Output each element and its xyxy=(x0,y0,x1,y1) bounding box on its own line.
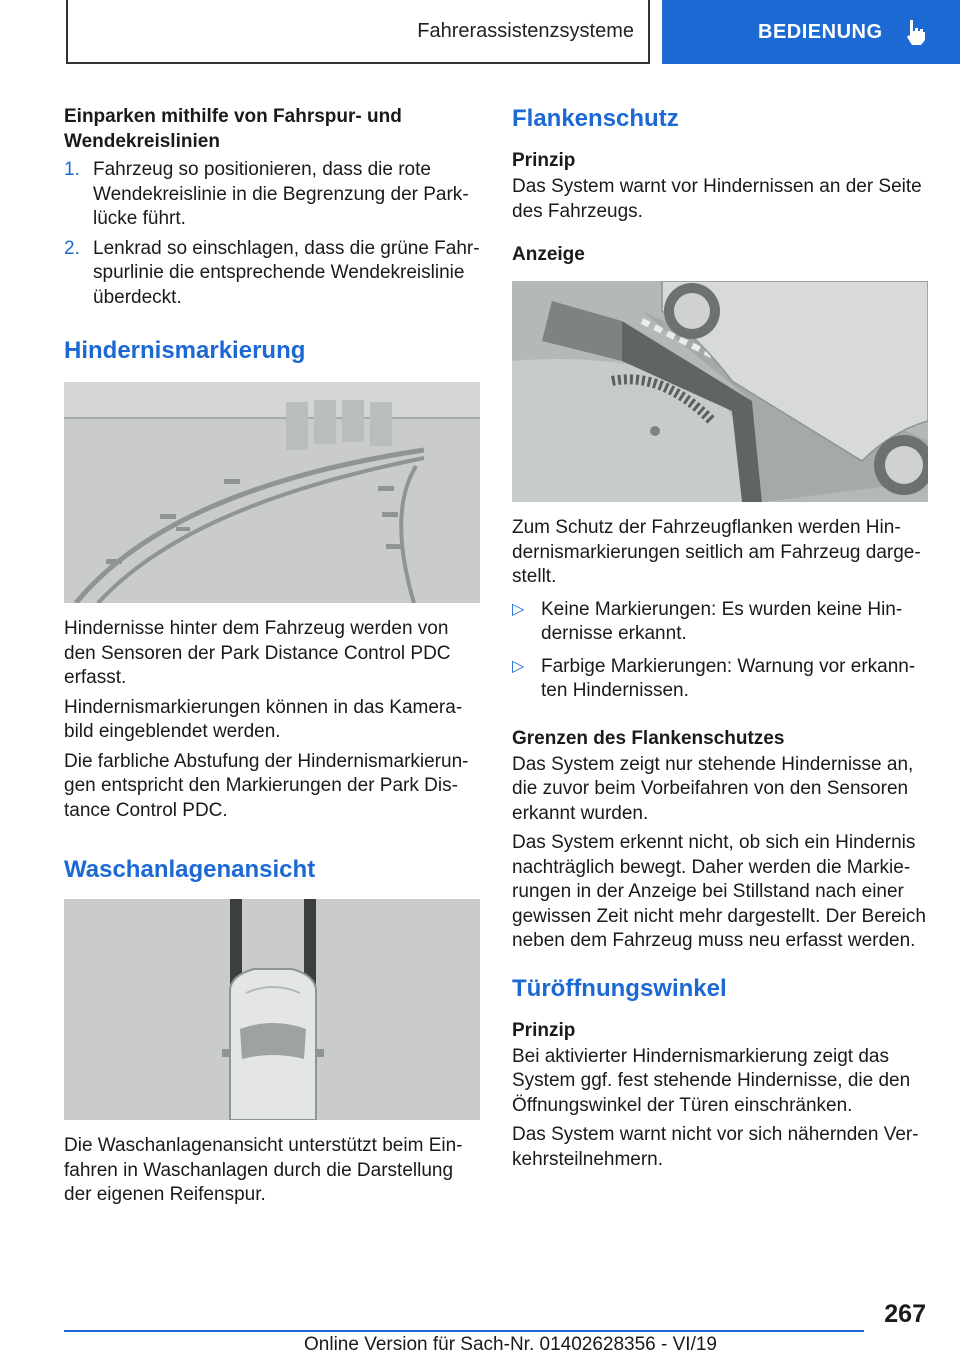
door-principle-heading: Prinzip xyxy=(512,1019,576,1041)
right-column xyxy=(512,104,928,1172)
online-version-text: Online Version für Sach-Nr. 01402628356 - VI/19 xyxy=(304,1334,717,1355)
step-text: Fahrzeug so positionieren, dass die rote Wendekreislinie in die Begrenzung der Parklücke führt. xyxy=(93,159,469,229)
step-number: 2. xyxy=(64,237,80,259)
flank-protection-figure xyxy=(512,281,928,502)
obstacle-heading: Hindernismarkierung xyxy=(64,337,306,364)
flank-heading: Flankenschutz xyxy=(512,105,679,132)
door-paragraph: Bei aktivierter Hindernismarkierung zeigt das System ggf. fest stehende Hindernisse, die den Öffnungswinkel der Türen einschränken. xyxy=(512,1045,911,1116)
display-heading: Anzeige xyxy=(512,244,585,265)
triangle-bullet-icon: ▷ xyxy=(512,657,525,675)
limits-paragraph: Das System erkennt nicht, ob sich ein Hindernis nachträglich bewegt. Daher werden die Markierungen in der Anzeige bei Stillstand nach einer gewissen Zeit nicht mehr dargestellt. Der Bereich neben dem Fahrzeug muss neu erfasst werden. xyxy=(512,832,926,951)
wash-paragraph: Die Waschanlagenansicht unterstützt beim Einfahren in Waschanlagen durch die Darstellung der eigenen Reifenspur. xyxy=(64,1135,463,1205)
chapter-tab xyxy=(66,0,650,64)
section-title: BEDIENUNG xyxy=(758,20,883,43)
bullet-text: Farbige Markierungen: Warnung vor erkannten Hindernissen. xyxy=(541,655,916,701)
step-number: 1. xyxy=(64,159,80,180)
car-wash-figure xyxy=(64,899,480,1120)
left-column xyxy=(64,104,480,1208)
principle-heading: Prinzip xyxy=(512,150,576,171)
list-item xyxy=(64,158,480,232)
list-item xyxy=(512,655,928,704)
triangle-bullet-icon: ▷ xyxy=(512,600,525,618)
principle-text: Das System warnt vor Hindernissen an der Seite des Fahrzeugs. xyxy=(512,176,922,222)
obstacle-paragraph: Hindernismarkierungen können in das Kamerabild eingeblendet werden. xyxy=(64,696,463,742)
step-text: Lenkrad so einschlagen, dass die grüne Fahrspurlinie die entsprechende Wendekreislinie überdeckt. xyxy=(93,237,480,308)
bullet-text: Keine Markierungen: Es wurden keine Hindernisse erkannt. xyxy=(541,598,903,644)
page-number: 267 xyxy=(884,1300,926,1328)
limits-paragraph: Das System zeigt nur stehende Hindernisse an, die zuvor beim Vorbeifahren von den Sensoren erkannt wurden. xyxy=(512,753,914,824)
obstacle-paragraph: Hindernisse hinter dem Fahrzeug werden von den Sensoren der Park Distance Control PDC erfasst. xyxy=(64,618,451,688)
footer-divider xyxy=(64,1330,864,1332)
hand-pointer-icon xyxy=(905,18,927,46)
parking-steps xyxy=(64,158,480,310)
obstacle-marking-figure xyxy=(64,382,480,603)
parking-heading: Einparken mithilfe von Fahrspur- und Wendekreislinien xyxy=(64,106,402,152)
door-paragraph: Das System warnt nicht vor sich nähernden Verkehrsteilnehmern. xyxy=(512,1124,919,1170)
limits-heading: Grenzen des Flankenschutzes xyxy=(512,727,785,749)
chapter-title: Fahrerassistenzsysteme xyxy=(417,19,634,42)
wash-heading: Waschanlagenansicht xyxy=(64,856,316,883)
section-tab xyxy=(662,0,960,64)
marking-bullets xyxy=(512,598,928,704)
list-item xyxy=(64,237,480,311)
obstacle-paragraph: Die farbliche Abstufung der Hindernismarkierungen entspricht den Markierungen der Park Distance Control PDC. xyxy=(64,750,469,821)
list-item xyxy=(512,598,928,647)
door-heading: Türöffnungswinkel xyxy=(512,974,727,1002)
display-text: Zum Schutz der Fahrzeugflanken werden Hindernismarkierungen seitlich am Fahrzeug dargestellt. xyxy=(512,517,921,587)
